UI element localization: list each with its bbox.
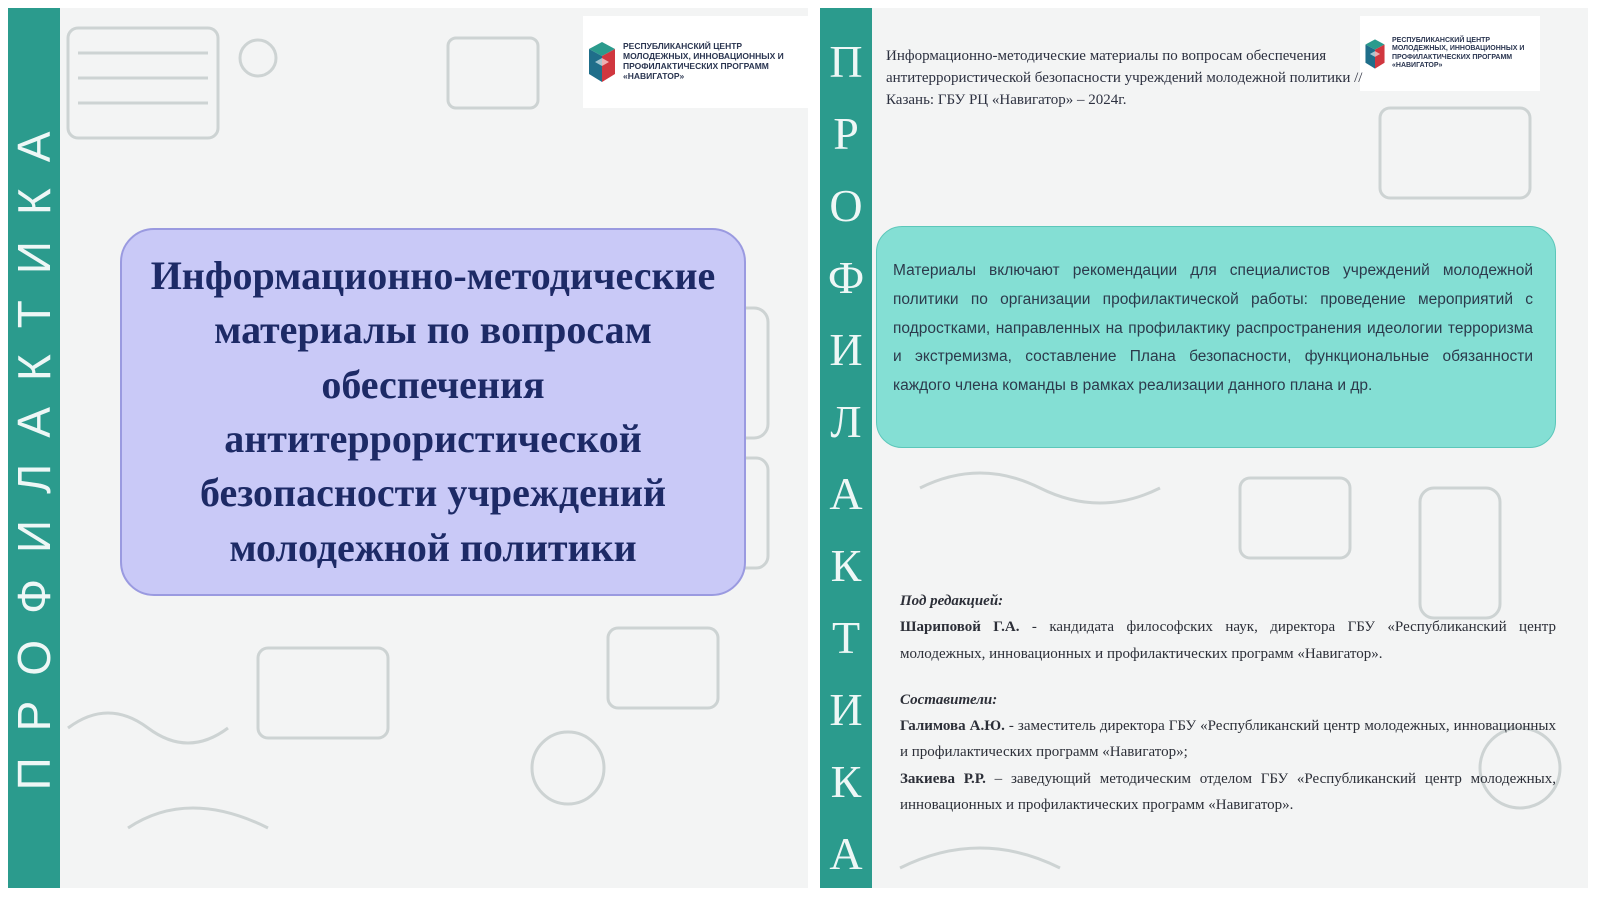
band-letter: П [829,36,863,87]
editor-entry [900,614,1556,667]
author-description: – заведующий методическим отделом ГБУ «Республиканский центр молодежных, инновационных и профилактических программ «Навигатор». [900,770,1556,813]
author-name: Галимова А.Ю. [900,718,1005,734]
summary-text: Материалы включают рекомендации для специалистов учреждений молодежной политики по организации профилактической работы: проведение мероприятий с подростками, направленных на профилактику распространения идеологии терроризма и экстремизма, составление Плана безопасности, функциональные обязанности каждого члена команды в рамках реализации данного плана и др. [893,262,1533,395]
organization-logo [583,16,808,108]
vertical-band [8,8,60,888]
credits-block [900,588,1556,818]
summary-box [876,226,1556,448]
title-box [120,228,746,596]
logo-text: РЕСПУБЛИКАНСКИЙ ЦЕНТР МОЛОДЕЖНЫХ, ИННОВАЦИОННЫХ И ПРОФИЛАКТИЧЕСКИХ ПРОГРАММ «НАВИГАТОР» [623,41,784,81]
author-entry [900,766,1556,819]
editor-heading: Под редакцией: [900,593,1004,609]
author-description: - заместитель директора ГБУ «Республиканский центр молодежных, инновационных и профилактических программ «Навигатор»; [900,718,1556,761]
vertical-band-text: ПРОФИЛАКТИКА [8,105,60,791]
authors-heading: Составители: [900,691,998,708]
band-letter: Т [831,612,861,663]
band-letter: К [830,540,862,591]
editor-description: - кандидата философских наук, директора ГБУ «Республиканский центр молодежных, инновационных и профилактических программ «Навигатор». [900,619,1556,662]
vertical-band [820,8,872,888]
band-letter: О [829,180,863,231]
band-letter: И [829,684,863,735]
imprint-page [820,8,1588,888]
band-letter: А [829,828,863,879]
cover-page [8,8,808,888]
navigator-cube-logo-icon [587,40,617,84]
logo-text: РЕСПУБЛИКАНСКИЙ ЦЕНТР МОЛОДЕЖНЫХ, ИННОВАЦИОННЫХ И ПРОФИЛАКТИЧЕСКИХ ПРОГРАММ «НАВИГАТОР» [1392,37,1525,69]
band-letter: А [829,468,863,519]
editor-name: Шариповой Г.А. [900,619,1020,636]
vertical-band-letters [820,26,872,888]
band-letter: И [829,324,863,375]
band-letter: Р [833,108,859,159]
author-entry [900,713,1556,766]
band-letter: К [830,756,862,807]
bibliographic-citation: Информационно-методические материалы по вопросам обеспечения антитеррористической безопасности учреждений молодежной политики // Казань: ГБУ РЦ «Навигатор» – 2024г. [886,48,1363,108]
band-letter: Л [830,396,862,447]
band-letter: Ф [827,252,865,303]
author-name: Закиева Р.Р. [900,770,986,787]
cover-title: Информационно-методические материалы по вопросам обеспечения антитеррористической безопасности учреждений молодежной политики [150,252,716,570]
